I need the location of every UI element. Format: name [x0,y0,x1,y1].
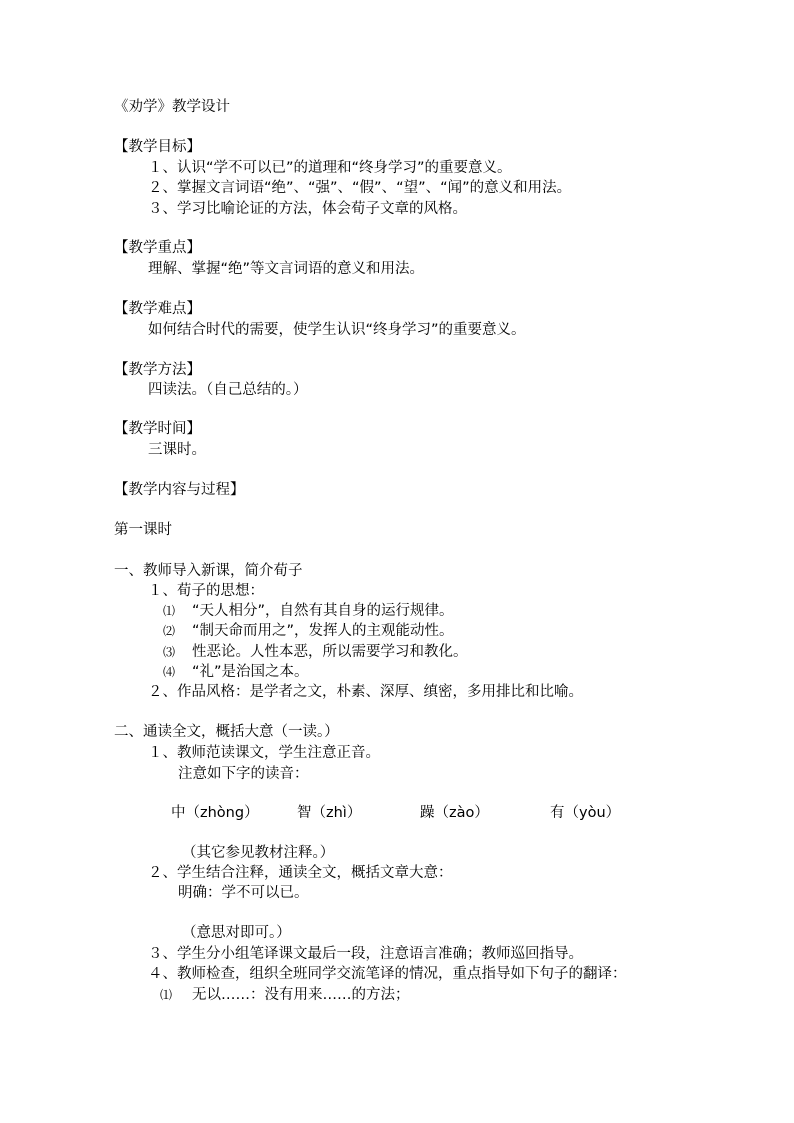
difficulty-heading: 【教学难点】 [114,301,201,317]
part1-item-2: ２、作品风格：是学者之文，朴素、深厚、缜密，多用排比和比喻。 [148,684,583,700]
translation-num-1: ⑴ [160,988,173,1002]
difficulty-text: 如何结合时代的需要，使学生认识“终身学习”的重要意义。 [148,322,526,338]
time-text: 三课时。 [148,442,206,458]
objectives-heading: 【教学目标】 [114,139,201,155]
part2-item-3: ３、学生分小组笔译课文最后一段，注意语言准确；教师巡回指导。 [148,946,583,962]
thought-num-4: ⑷ [163,665,176,679]
answer-text: 明确：学不可以已。 [178,885,309,901]
thought-text-2: “制天命而用之”，发挥人的主观能动性。 [192,623,454,639]
time-heading: 【教学时间】 [114,421,201,437]
process-heading: 【教学内容与过程】 [114,482,245,498]
thought-text-4: “礼”是治国之本。 [192,664,309,680]
thought-num-1: ⑴ [163,604,176,618]
lesson1-heading: 第一课时 [114,522,172,538]
objective-item-2: ２、掌握文言词语“绝”、“强”、“假”、“望”、“闻”的意义和用法。 [148,180,572,196]
objective-item-3: ３、学习比喻论证的方法，体会荀子文章的风格。 [148,201,467,217]
thought-text-1: “天人相分”，自然有其自身的运行规律。 [192,603,454,619]
thought-num-2: ⑵ [163,624,176,638]
part2-item-1: １、教师范读课文，学生注意正音。 [148,745,380,761]
document-title: 《劝学》教学设计 [114,99,230,115]
focus-heading: 【教学重点】 [114,240,201,256]
thought-text-3: 性恶论。人性本恶，所以需要学习和教化。 [192,644,468,660]
objective-item-1: １、认识“学不可以已”的道理和“终身学习”的重要意义。 [148,160,512,176]
pronunciation-4: 有（yòu） [550,805,621,821]
part2-item-4: ４、教师检查，组织全班同学交流笔译的情况，重点指导如下句子的翻译： [148,966,627,982]
focus-text: 理解、掌握“绝”等文言词语的意义和用法。 [148,261,425,277]
part1-item-1: １、荀子的思想： [148,583,264,599]
method-heading: 【教学方法】 [114,362,201,378]
part1-title: 一、教师导入新课，简介荀子 [114,563,303,579]
part2-title: 二、通读全文，概括大意（一读。） [114,724,339,740]
part2-item-2: ２、学生结合注释，通读全文，概括文章大意： [148,865,453,881]
other-note: （其它参见教材注释。） [182,845,335,861]
thought-num-3: ⑶ [163,645,176,659]
pronunciation-2: 智（zhì） [297,805,362,821]
method-text: 四读法。（自己总结的。） [148,382,308,398]
translation-text-1: 无以……：没有用来……的方法； [192,987,410,1003]
pronunciation-1: 中（zhòng） [171,805,259,821]
pronunciation-note: 注意如下字的读音： [178,766,309,782]
pronunciation-3: 躁（zào） [420,805,489,821]
answer-note: （意思对即可。） [182,925,291,941]
